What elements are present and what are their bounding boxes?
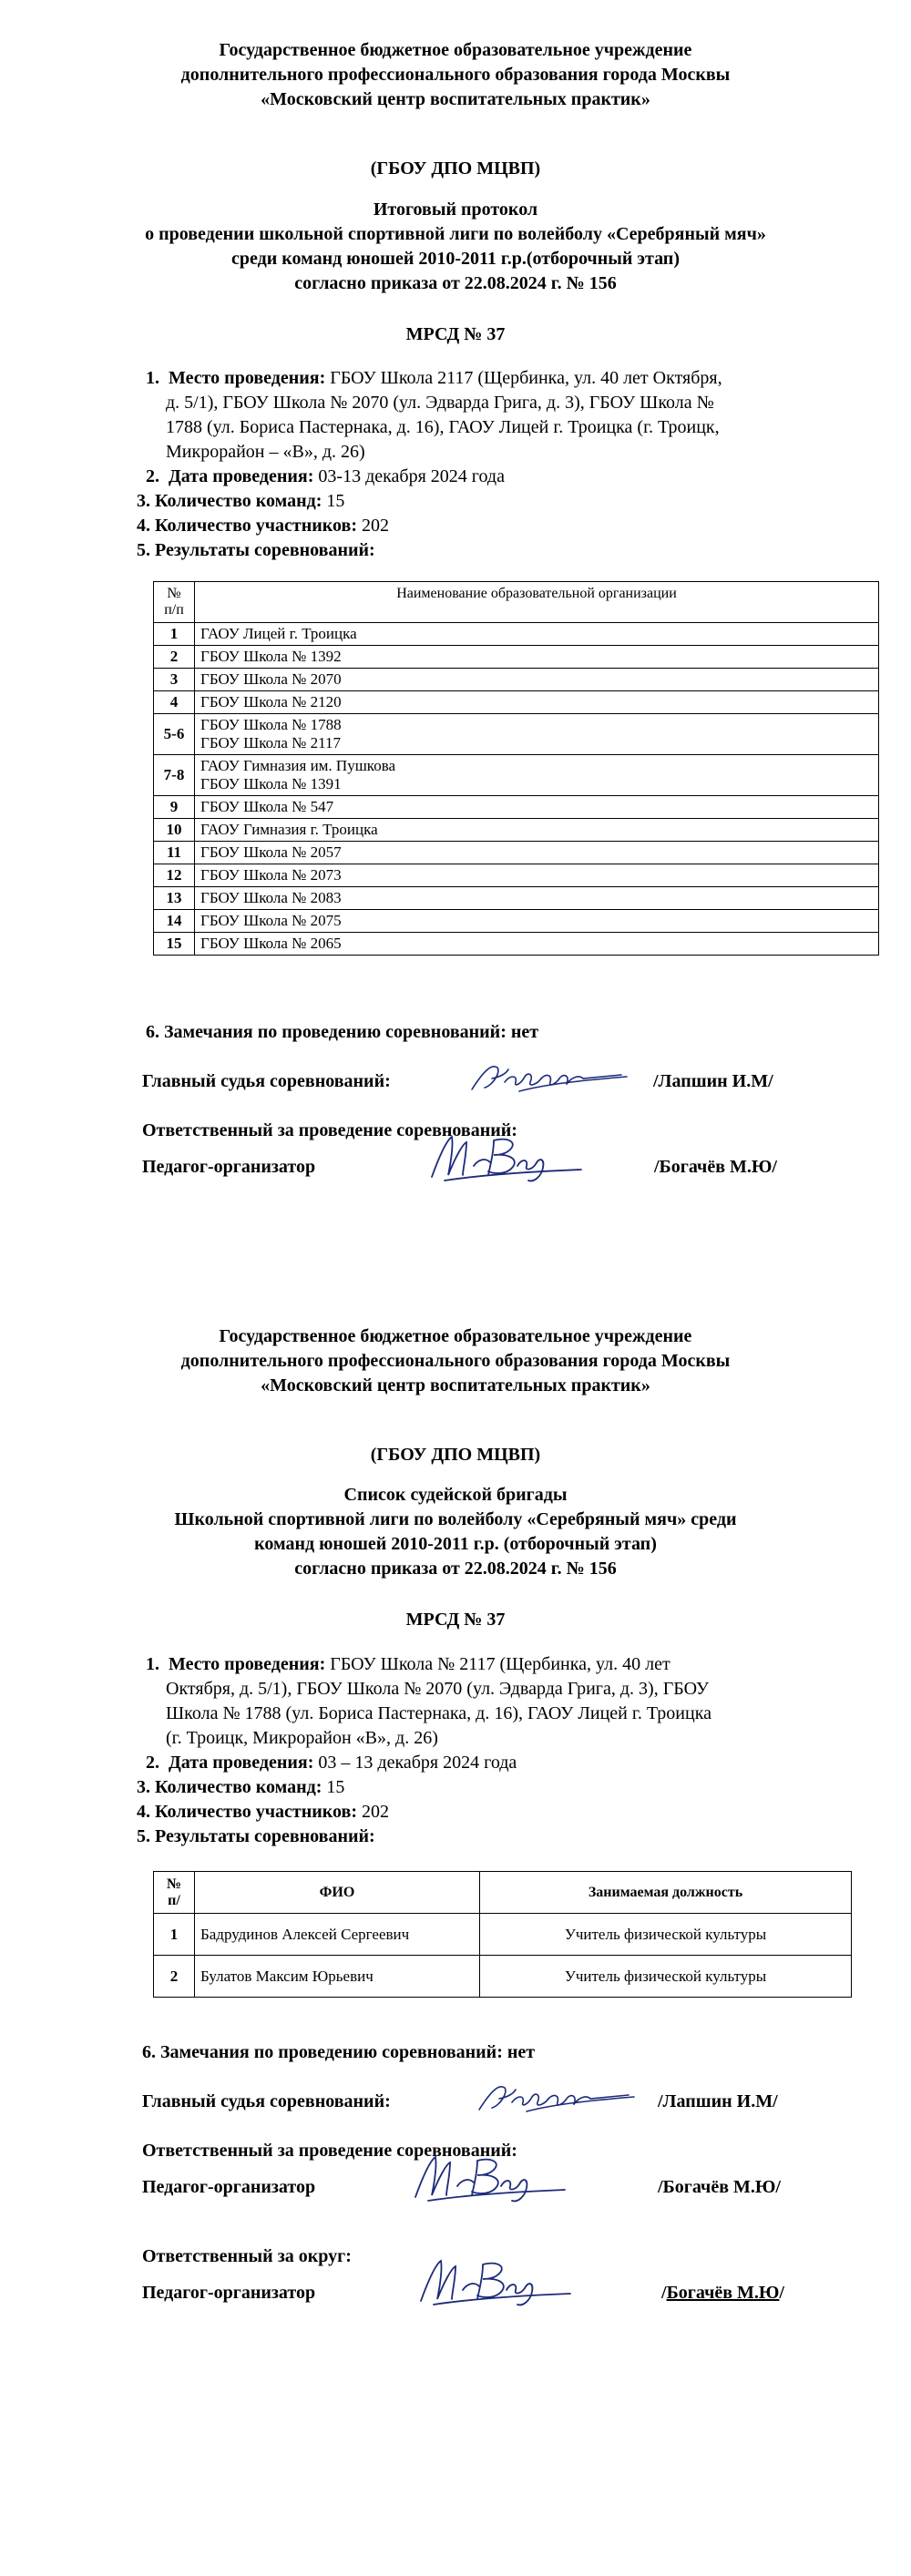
school-name: ГБОУ Школа № 2057 [200,843,342,861]
item-label: Место проведения: [169,368,326,388]
item-value: 03 – 13 декабря 2024 года [318,1753,517,1773]
organizer-name: /Богачёв М.Ю/ [654,1157,777,1177]
item-label: Дата проведения: [169,1753,314,1773]
organizer-signature [410,2150,574,2206]
name-slash-close: / [779,2283,784,2303]
place-cell: 10 [154,819,195,842]
results-table [153,581,879,956]
info-teams [137,1775,829,1800]
info-results [137,1825,829,1849]
item-num: 5. [137,540,150,560]
header-text: № п/п [164,586,184,618]
judges-table [153,1871,852,1998]
title-line-3: команд юношей 2010-2011 г.р. (отборочный этап) [254,1534,657,1554]
org-short: (ГБОУ ДПО МЦВП) [370,1445,541,1465]
info-venue [146,366,820,391]
fio-cell: Бадрудинов Алексей Сергеевич [195,1914,480,1956]
school-name: ГБОУ Школа № 2070 [200,670,342,688]
organizer-signature [426,1130,590,1186]
col-position-header: Занимаемая должность [480,1872,852,1914]
item-label: Место проведения: [169,1654,326,1674]
venue-cont-3: (г. Троицк, Микрорайон «В», д. 26) [166,1728,438,1748]
item-label: Количество команд: [155,491,322,511]
item-value: 202 [362,516,390,536]
table-row [154,887,879,910]
item-num: 2. [146,466,159,486]
school-cell [195,646,879,669]
table-header-row [154,582,879,623]
chief-judge-name: /Лапшин И.М/ [653,1071,773,1091]
place-cell: 13 [154,887,195,910]
info-list-2 [137,489,811,563]
place-cell: 11 [154,842,195,864]
venue-cont-2: Школа № 1788 (ул. Бориса Пастернака, д. 16), ГАОУ Лицей г. Троицка [166,1703,711,1723]
mrsd-number: МРСД № 37 [405,1610,506,1630]
venue-cont-1: д. 5/1), ГБОУ Школа № 2070 (ул. Эдварда Грига, д. 3), ГБОУ Школа № [166,393,714,413]
school-name: ГАОУ Гимназия г. Троицка [200,821,378,838]
school-cell [195,796,879,819]
table-row [154,1956,852,1998]
school-name: ГБОУ Школа № 2073 [200,866,342,884]
name-slash-open: / [661,2283,667,2303]
title-line-3: среди команд юношей 2010-2011 г.р.(отборочный этап) [231,249,680,269]
school-cell [195,910,879,933]
school-name: ГБОУ Школа № 2117 [200,734,342,751]
name-underlined: Богачёв М.Ю [666,2283,780,2303]
info-results [137,538,811,563]
school-name: ГБОУ Школа № 1788 [200,716,342,733]
school-name: ГБОУ Школа № 1392 [200,648,342,665]
judges-table-body [154,1914,852,1998]
table-row [154,646,879,669]
school-cell [195,623,879,646]
table-row [154,819,879,842]
school-cell [195,691,879,714]
school-cell [195,755,879,796]
info-participants [137,1800,829,1825]
organizer-name: /Богачёв М.Ю/ [658,2177,781,2197]
chief-judge-signature [472,2077,645,2118]
mrsd-number: МРСД № 37 [405,324,506,344]
item-num: 2. [146,1753,159,1773]
school-cell [195,933,879,956]
item-value: ГБОУ Школа № 2117 (Щербинка, ул. 40 лет [330,1654,670,1674]
district-organizer-name [661,2283,784,2304]
remarks: 6. Замечания по проведению соревнований: нет [142,2042,536,2062]
table-row [154,623,879,646]
chief-judge-signature [465,1057,638,1098]
header-text: № п/ [166,1876,182,1908]
organizer-label: Педагог-организатор [142,2177,316,2197]
title-line-4: согласно приказа от 22.08.2024 г. № 156 [294,273,617,293]
item-label: Дата проведения: [169,466,314,486]
title-line-1: Итоговый протокол [373,199,538,220]
table-row [154,796,879,819]
district-organizer-signature [415,2254,579,2310]
org-line-1: Государственное бюджетное образовательное учреждение [219,40,692,60]
title-line-1: Список судейской бригады [343,1485,568,1505]
table-row [154,714,879,755]
school-name: ГБОУ Школа № 2075 [200,912,342,929]
place-cell: 4 [154,691,195,714]
item-num: 3. [137,491,150,511]
item-label: Результаты соревнований: [155,1826,375,1846]
chief-judge-name: /Лапшин И.М/ [658,2091,778,2111]
school-cell [195,887,879,910]
org-line-3: «Московский центр воспитательных практик» [261,1375,650,1395]
responsible-label: Ответственный за проведение соревнований: [142,1120,517,1140]
org-line-2: дополнительного профессионального образования города Москвы [180,1351,731,1371]
position-cell: Учитель физической культуры [480,1914,852,1956]
place-cell: 1 [154,623,195,646]
col-num-header [154,1872,195,1914]
school-name: ГБОУ Школа № 1391 [200,775,342,792]
num-cell: 1 [154,1914,195,1956]
title-line-2: о проведении школьной спортивной лиги по волейболу «Серебряный мяч» [145,224,766,244]
col-name-header: Наименование образовательной организации [195,582,879,623]
school-cell [195,864,879,887]
info-date [146,1751,838,1775]
school-cell [195,714,879,755]
item-value: 202 [362,1802,390,1822]
chief-judge-label: Главный судья соревнований: [142,1071,391,1091]
org-short: (ГБОУ ДПО МЦВП) [370,158,541,179]
place-cell: 3 [154,669,195,691]
school-name: ГБОУ Школа № 2065 [200,935,342,952]
school-name: ГБОУ Школа № 2120 [200,693,342,710]
place-cell: 14 [154,910,195,933]
item-value: 15 [326,1777,345,1797]
info-venue [146,1652,838,1677]
district-organizer-label: Педагог-организатор [142,2283,316,2303]
org-line-3: «Московский центр воспитательных практик» [261,89,650,109]
place-cell: 9 [154,796,195,819]
remarks: 6. Замечания по проведению соревнований: нет [146,1022,539,1042]
school-name: ГБОУ Школа № 2083 [200,889,342,906]
org-line-2: дополнительного профессионального образования города Москвы [180,65,731,85]
district-label: Ответственный за округ: [142,2246,352,2266]
school-cell [195,842,879,864]
table-row [154,669,879,691]
item-num: 4. [137,516,150,536]
item-value: 03-13 декабря 2024 года [318,466,505,486]
table-row [154,755,879,796]
item-num: 1. [146,368,159,388]
school-name: ГАОУ Лицей г. Троицка [200,625,357,642]
num-cell: 2 [154,1956,195,1998]
table-row [154,1914,852,1956]
place-cell: 12 [154,864,195,887]
org-line-1: Государственное бюджетное образовательное учреждение [219,1326,692,1346]
place-cell: 15 [154,933,195,956]
item-label: Количество участников: [155,1802,358,1822]
table-row [154,864,879,887]
info-list-2 [137,1775,829,1849]
info-list [146,366,820,489]
item-num: 1. [146,1654,159,1674]
place-cell: 2 [154,646,195,669]
title-line-2: Школьной спортивной лиги по волейболу «Серебряный мяч» среди [174,1509,737,1529]
table-row [154,842,879,864]
info-list [146,1652,838,1775]
col-num-header [154,582,195,623]
item-label: Количество участников: [155,516,358,536]
place-cell: 7-8 [154,755,195,796]
place-cell: 5-6 [154,714,195,755]
responsible-label: Ответственный за проведение соревнований: [142,2141,517,2161]
fio-cell: Булатов Максим Юрьевич [195,1956,480,1998]
school-cell [195,669,879,691]
page-2 [0,1288,911,2576]
item-value: 15 [326,491,345,511]
school-cell [195,819,879,842]
item-value: ГБОУ Школа 2117 (Щербинка, ул. 40 лет Октября, [330,368,722,388]
col-fio-header: ФИО [195,1872,480,1914]
table-row [154,691,879,714]
info-participants [137,514,811,538]
info-teams [137,489,811,514]
item-num: 4. [137,1802,150,1822]
venue-cont-1: Октября, д. 5/1), ГБОУ Школа № 2070 (ул. Эдварда Грига, д. 3), ГБОУ [166,1679,710,1699]
table-row [154,910,879,933]
title-line-4: согласно приказа от 22.08.2024 г. № 156 [294,1559,617,1579]
info-date [146,465,820,489]
item-num: 5. [137,1826,150,1846]
school-name: ГАОУ Гимназия им. Пушкова [200,757,396,774]
organizer-label: Педагог-организатор [142,1157,316,1177]
results-table-body [154,623,879,956]
venue-cont-2: 1788 (ул. Бориса Пастернака, д. 16), ГАОУ Лицей г. Троицка (г. Троицк, [166,417,720,437]
item-num: 3. [137,1777,150,1797]
item-label: Результаты соревнований: [155,540,375,560]
item-label: Количество команд: [155,1777,322,1797]
school-name: ГБОУ Школа № 547 [200,798,334,815]
position-cell: Учитель физической культуры [480,1956,852,1998]
venue-cont-3: Микрорайон – «В», д. 26) [166,442,365,462]
chief-judge-label: Главный судья соревнований: [142,2091,391,2111]
table-row [154,933,879,956]
table-header-row [154,1872,852,1914]
